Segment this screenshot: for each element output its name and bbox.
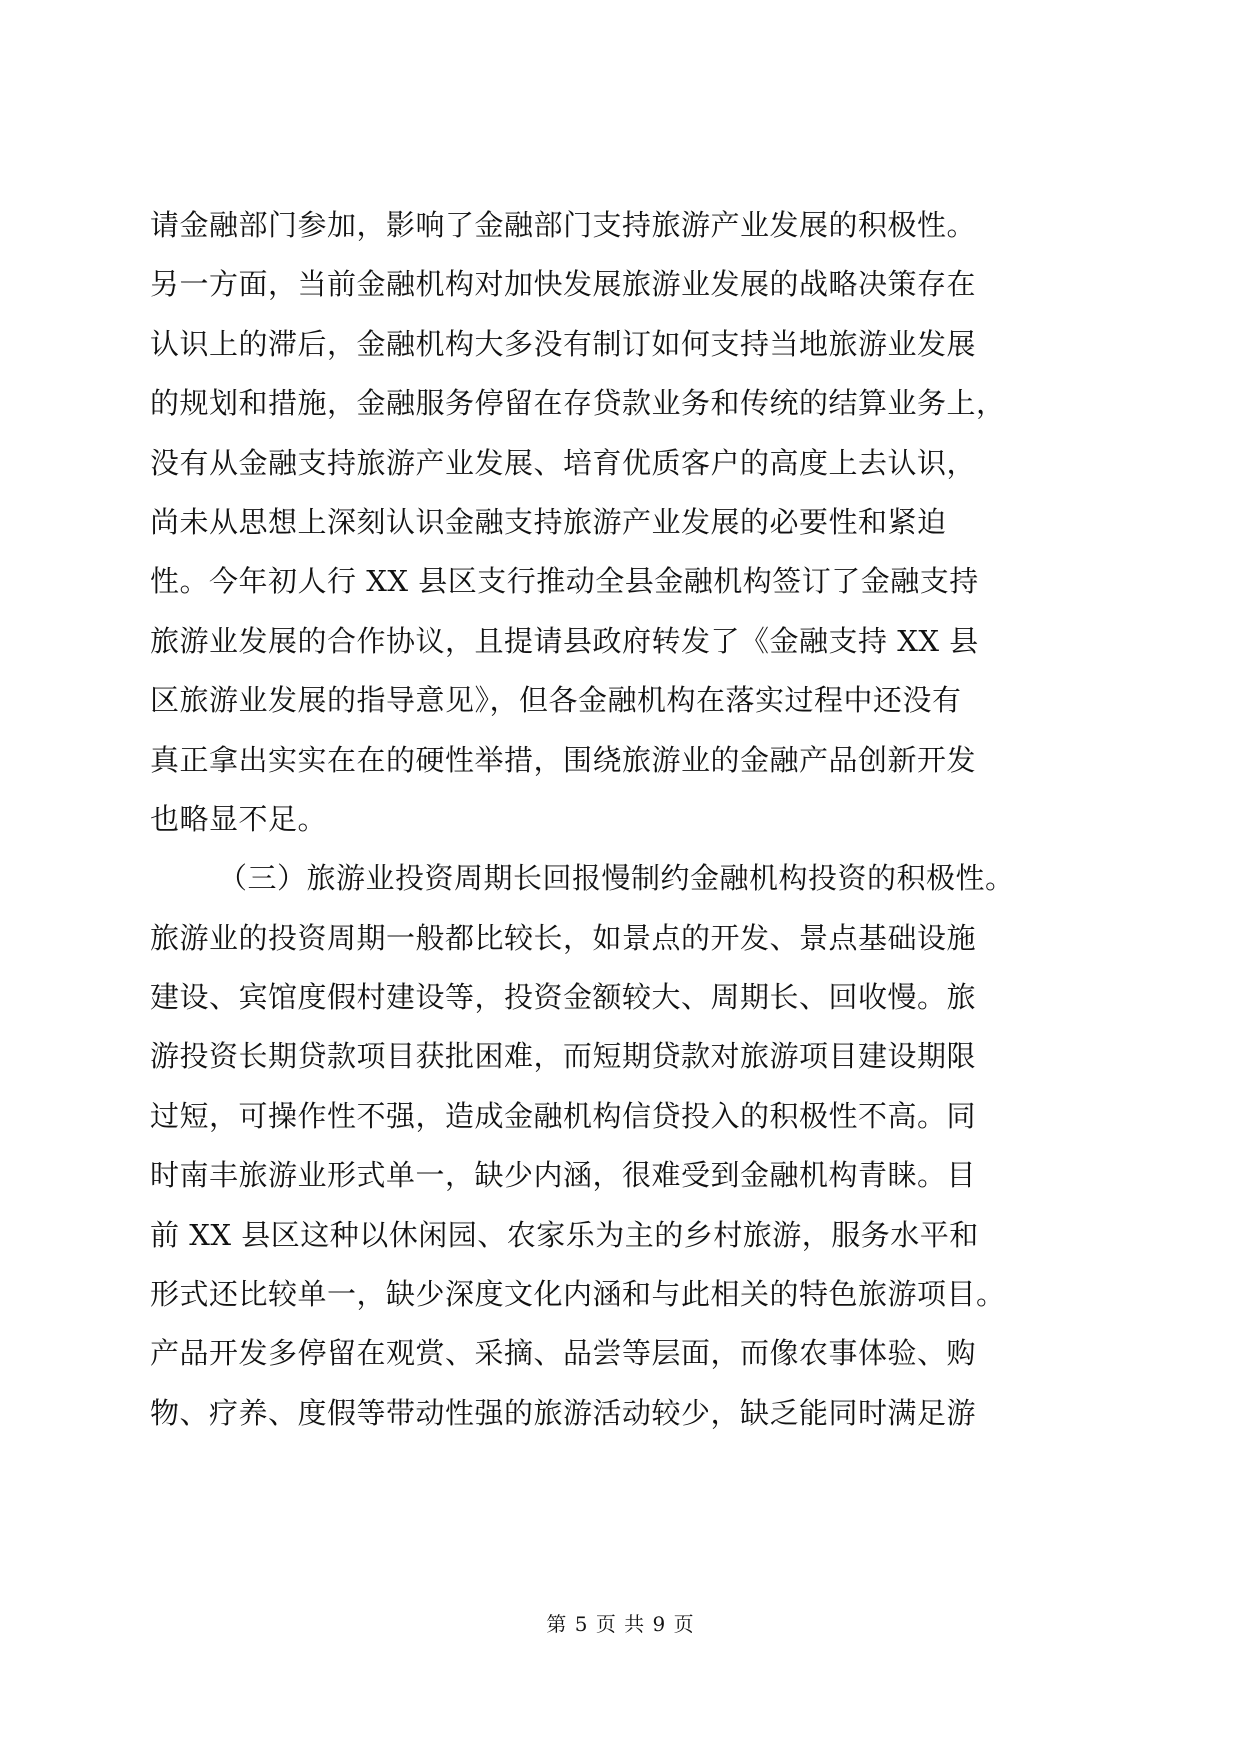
document-body	[150, 196, 1110, 1443]
text-line: 真正拿出实实在在的硬性举措，围绕旅游业的金融产品创新开发	[150, 742, 977, 777]
page-footer: 第 5 页 共 9 页	[546, 1612, 695, 1636]
text-line: 的规划和措施，金融服务停留在存贷款业务和传统的结算业务上，	[150, 386, 1006, 421]
text-line: 认识上的滞后，金融机构大多没有制订如何支持当地旅游业发展	[150, 326, 977, 361]
text-line: 区旅游业发展的指导意见》，但各金融机构在落实过程中还没有	[150, 683, 962, 718]
text-line: 游投资长期贷款项目获批困难，而短期贷款对旅游项目建设期限	[150, 1039, 977, 1074]
text-line: 没有从金融支持旅游产业发展、培育优质客户的高度上去认识，	[150, 445, 977, 480]
text-line: 前 XX 县区这种以休闲园、农家乐为主的乡村旅游，服务水平和	[150, 1217, 979, 1252]
text-line: 也略显不足。	[150, 801, 328, 836]
text-line: 过短，可操作性不强，造成金融机构信贷投入的积极性不高。同	[150, 1098, 977, 1133]
text-line: 请金融部门参加，影响了金融部门支持旅游产业发展的积极性。	[150, 208, 977, 242]
text-line: 产品开发多停留在观赏、采摘、品尝等层面，而像农事体验、购	[150, 1336, 977, 1371]
text-line: 形式还比较单一，缺少深度文化内涵和与此相关的特色旅游项目。	[150, 1277, 1006, 1312]
text-line: 时南丰旅游业形式单一，缺少内涵，很难受到金融机构青睐。目	[150, 1158, 977, 1193]
text-line: 物、疗养、度假等带动性强的旅游活动较少，缺乏能同时满足游	[150, 1395, 977, 1430]
text-line: （三）旅游业投资周期长回报慢制约金融机构投资的积极性。	[218, 861, 1015, 896]
text-line: 旅游业的投资周期一般都比较长，如景点的开发、景点基础设施	[150, 920, 977, 955]
text-line: 建设、宾馆度假村建设等，投资金额较大、周期长、回收慢。旅	[150, 980, 977, 1015]
text-line: 旅游业发展的合作协议，且提请县政府转发了《金融支持 XX 县	[150, 623, 979, 658]
text-line: 另一方面，当前金融机构对加快发展旅游业发展的战略决策存在	[150, 267, 977, 302]
text-line: 性。今年初人行 XX 县区支行推动全县金融机构签订了金融支持	[150, 564, 979, 599]
text-line: 尚未从思想上深刻认识金融支持旅游产业发展的必要性和紧迫	[150, 504, 947, 539]
